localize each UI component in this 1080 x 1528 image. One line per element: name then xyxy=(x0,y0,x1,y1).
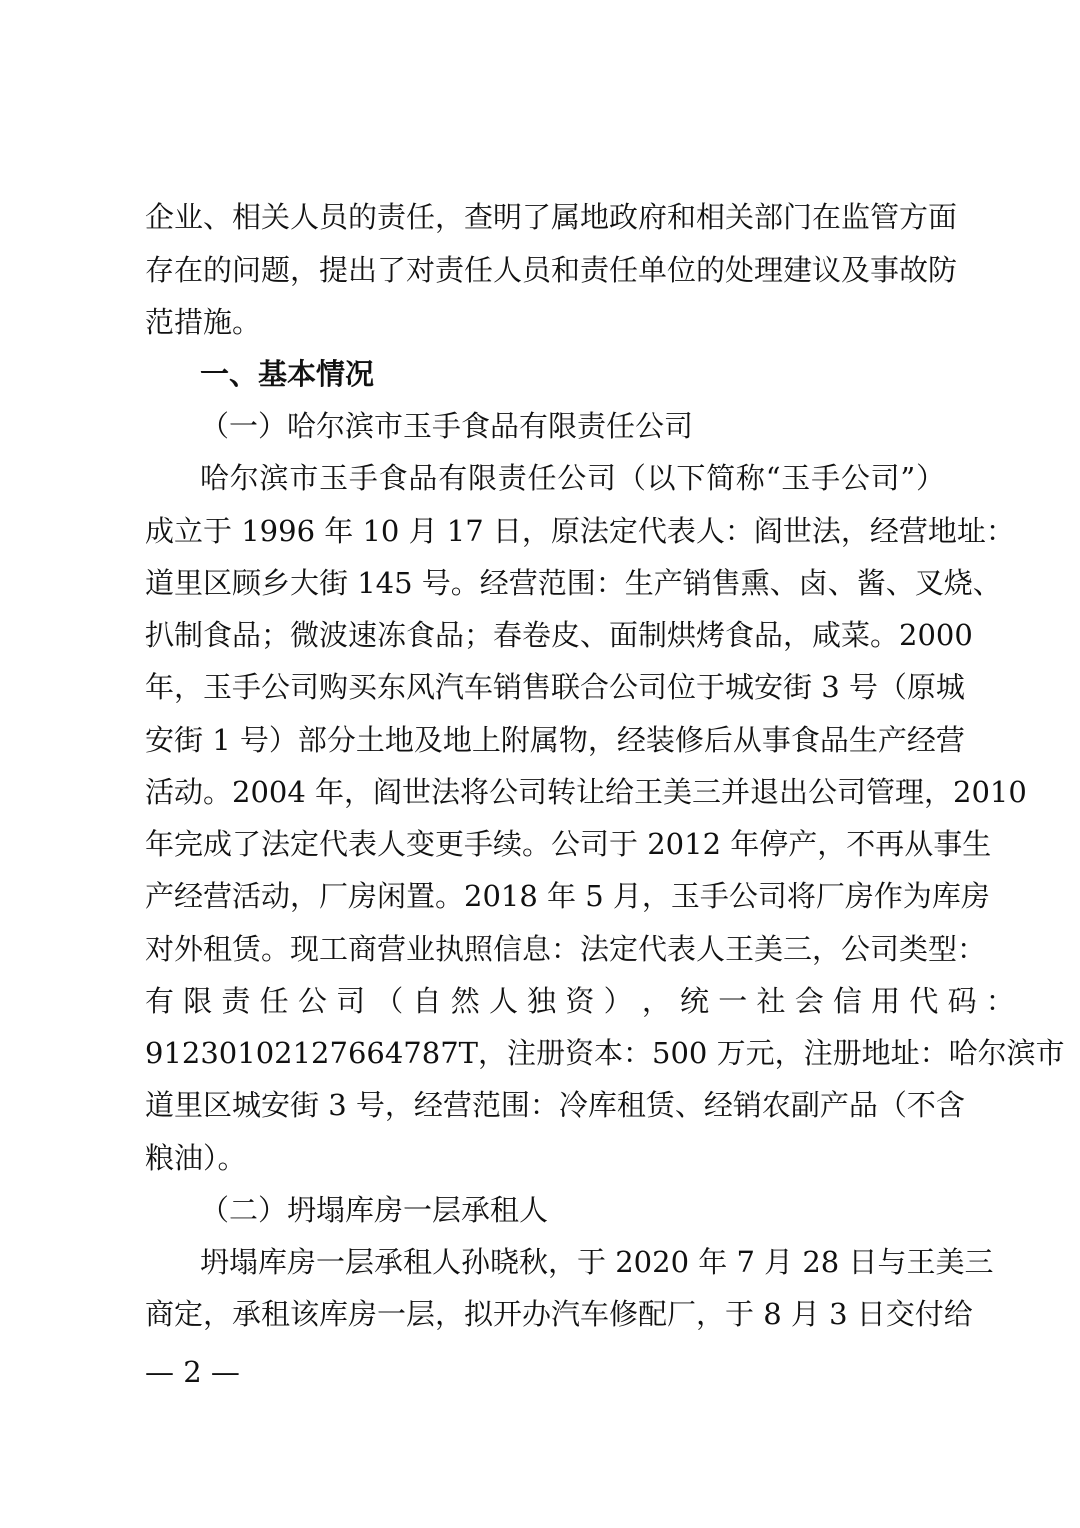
body-text-line: 商定，承租该库房一层，拟开办汽车修配厂，于 8 月 3 日交付给 xyxy=(145,1297,973,1331)
body-text-line: 产经营活动，厂房闲置。2018 年 5 月，玉手公司将厂房作为库房 xyxy=(145,879,990,913)
subsection-heading: （二）坍塌库房一层承租人 xyxy=(200,1193,549,1227)
body-text-line: 粮油）。 xyxy=(145,1141,247,1175)
body-text-line: 年，玉手公司购买东风汽车销售联合公司位于城安街 3 号（原城 xyxy=(145,670,965,704)
body-text-line: 存在的问题，提出了对责任人员和责任单位的处理建议及事故防 xyxy=(145,253,958,287)
body-text-line: 企业、相关人员的责任，查明了属地政府和相关部门在监管方面 xyxy=(145,200,958,234)
body-text-line: 活动。2004 年，阎世法将公司转让给王美三并退出公司管理，2010 xyxy=(145,775,1027,809)
body-text-line: 扒制食品；微波速冻食品；春卷皮、面制烘烤食品，咸菜。2000 xyxy=(145,618,973,652)
body-text-line: 哈尔滨市玉手食品有限责任公司（以下简称“玉手公司”） xyxy=(200,461,945,495)
body-text-line: 对外租赁。现工商营业执照信息：法定代表人王美三，公司类型： xyxy=(145,932,987,966)
body-text-line: 91230102127664787T，注册资本：500 万元，注册地址：哈尔滨市 xyxy=(145,1036,1065,1070)
body-text-line: 坍塌库房一层承租人孙晓秋，于 2020 年 7 月 28 日与王美三 xyxy=(200,1245,994,1279)
body-text-line: 范措施。 xyxy=(145,305,262,339)
body-text-line: 道里区城安街 3 号，经营范围：冷库租赁、经销农副产品（不含 xyxy=(145,1088,965,1122)
body-text-line: 年完成了法定代表人变更手续。公司于 2012 年停产，不再从事生 xyxy=(145,827,992,861)
body-text-line: 有 限 责 任 公 司 （ 自 然 人 独 资 ） ， 统 一 社 会 信 用 代 码 ： xyxy=(145,984,1015,1018)
section-heading: 一、基本情况 xyxy=(200,357,375,391)
body-text-line: 安街 1 号）部分土地及地上附属物，经装修后从事食品生产经营 xyxy=(145,723,965,757)
body-text-line: 道里区顾乡大街 145 号。经营范围：生产销售熏、卤、酱、叉烧、 xyxy=(145,566,1002,600)
page-number: — 2 — xyxy=(145,1355,240,1389)
body-text-line: 成立于 1996 年 10 月 17 日，原法定代表人：阎世法，经营地址： xyxy=(145,514,1015,548)
subsection-heading: （一）哈尔滨市玉手食品有限责任公司 xyxy=(200,409,694,443)
